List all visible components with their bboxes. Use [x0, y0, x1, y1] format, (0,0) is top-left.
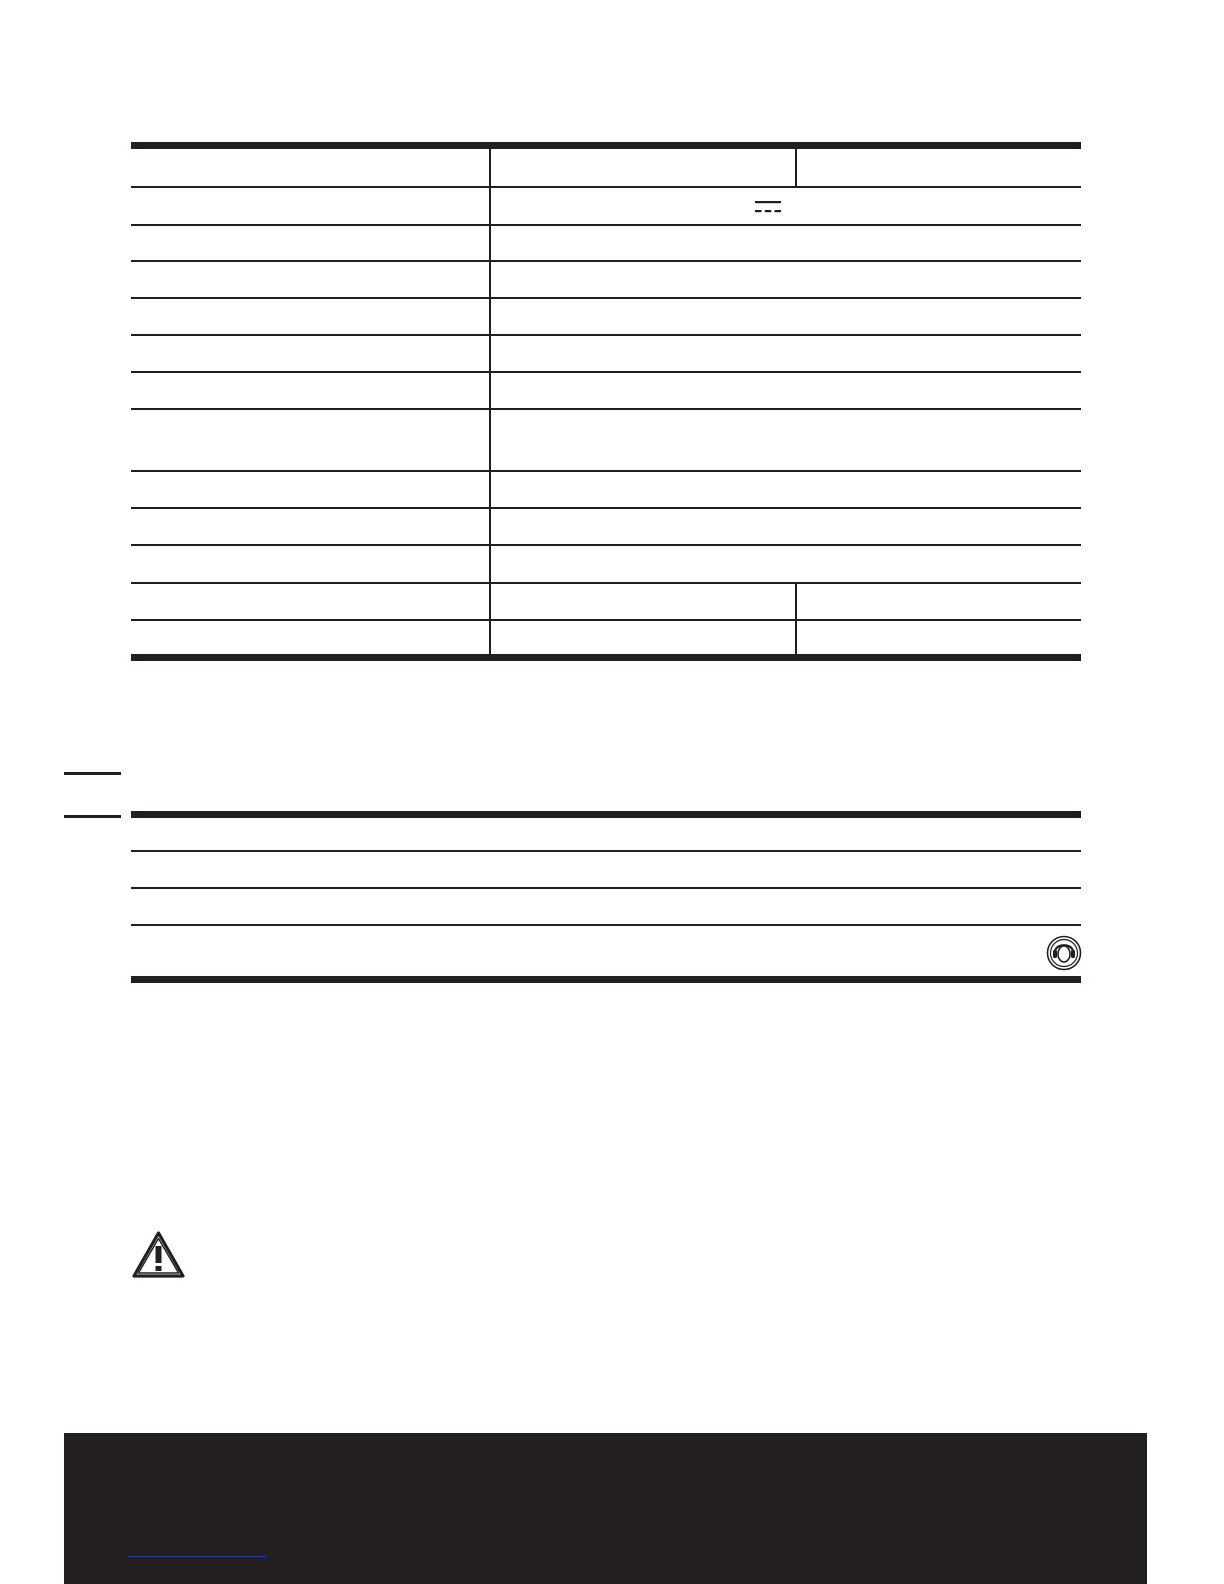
section-marker-bottom: [64, 815, 121, 818]
hearing-protection-icon: [1046, 935, 1082, 971]
specs-table-bottom-rule: [131, 654, 1081, 661]
table-row-divider: [131, 371, 1081, 373]
table-row-divider: [131, 924, 1081, 926]
noise-table-bottom-rule: [131, 976, 1081, 983]
noise-table-top-rule: [131, 811, 1081, 818]
footer-band: [64, 1433, 1147, 1584]
table-row-divider: [131, 507, 1081, 509]
table-column-divider: [795, 584, 797, 654]
table-row-divider: [131, 470, 1081, 472]
section-marker-top: [64, 772, 121, 775]
table-row-divider: [131, 334, 1081, 336]
table-column-divider: [795, 149, 797, 186]
specs-table-top-rule: [131, 142, 1081, 149]
warning-icon: [131, 1230, 186, 1280]
table-column-divider: [489, 149, 491, 654]
table-row-divider: [131, 619, 1081, 621]
table-row-divider: [131, 224, 1081, 226]
dc-current-icon: [755, 201, 781, 214]
table-row-divider: [131, 887, 1081, 889]
footer-link-underline[interactable]: [127, 1556, 267, 1557]
table-row-divider: [131, 297, 1081, 299]
table-row-divider: [131, 186, 1081, 188]
table-row-divider: [131, 850, 1081, 852]
table-row-divider: [131, 544, 1081, 546]
table-row-divider: [131, 582, 1081, 584]
table-row-divider: [131, 408, 1081, 410]
table-row-divider: [131, 260, 1081, 262]
